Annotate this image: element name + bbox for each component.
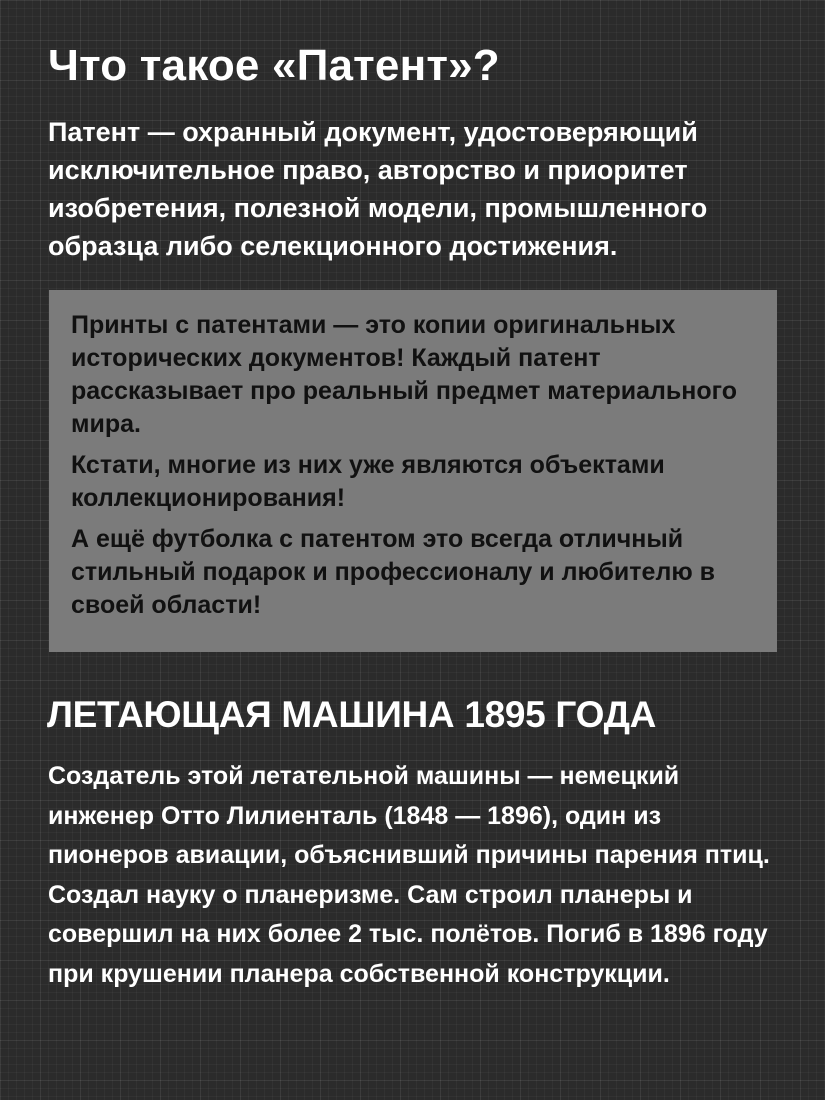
info-paragraph-copies: Принты с патентами — это копии оригинальных исторических документов! Каждый патент рассказывает про реальный предмет материального мира. [71,311,738,438]
patent-definition-text: Патент — охранный документ, удостоверяющий исключительное право, авторство и приоритет изобретения, полезной модели, промышленного образца либо селекционного достижения. [48,117,708,261]
info-paragraph-gift: А ещё футболка с патентом это всегда отличный стильный подарок и профессионалу и любителю в своей области! [71,525,715,619]
patent-section-title: Что такое «Патент»? [48,41,500,90]
flying-machine-title: ЛЕТАЮЩАЯ МАШИНА 1895 ГОДА [47,694,657,735]
flying-machine-description: Создатель этой летательной машины — немецкий инженер Отто Лилиенталь (1848 — 1896), один из пионеров авиации, объяснивший причины парения птиц. Создал науку о планеризме. Сам строил планеры и совершил на них более 2 тыс. полётов. Погиб в 1896 году при крушении планера собственной конструкции. [48,762,770,988]
prints-info-box [49,290,777,652]
info-paragraph-collecting: Кстати, многие из них уже являются объектами коллекционирования! [71,451,665,512]
